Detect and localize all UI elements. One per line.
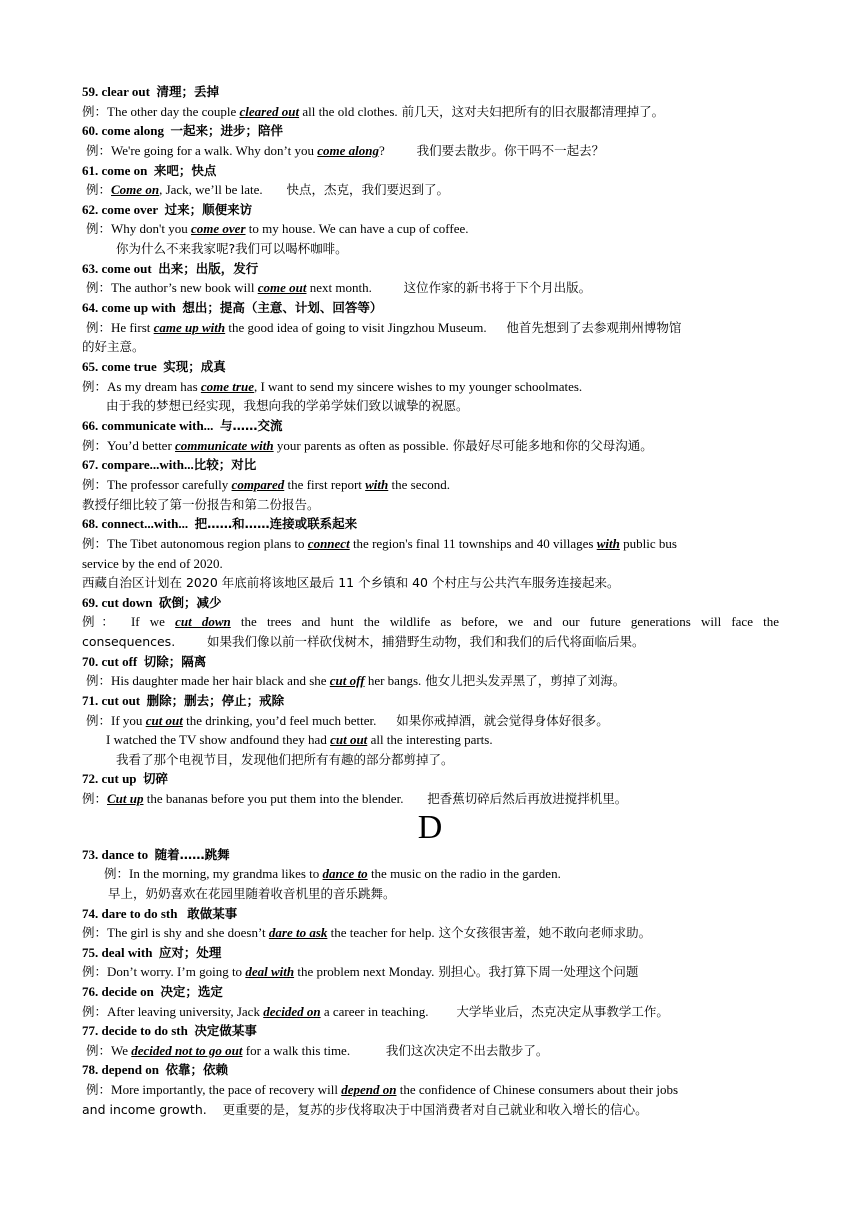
entry-heading: 67. compare...with...比较；对比 [82, 457, 257, 472]
entry-example: 例：Come on, Jack, we’ll be late. 快点，杰克，我们要迟到了。 [86, 182, 449, 197]
section-letter: D [417, 809, 443, 846]
entry-heading: 72. cut up 切碎 [82, 771, 169, 786]
entry-heading: 59. clear out 清理；丢掉 [82, 84, 220, 99]
entry-translation: and income growth. 更重要的是，复苏的步伐将取决于中国消费者对自己就业和收入增长的信心。 [82, 1102, 648, 1117]
entry-heading: 65. come true 实现；成真 [82, 359, 226, 374]
entry-example: 例：His daughter made her hair black and she cut off her bangs. 他女儿把头发弄黑了，剪掉了刘海。 [86, 673, 626, 688]
entry-translation: 的好主意。 [82, 339, 145, 354]
entry-translation: 你为什么不来我家呢?我们可以喝杯咖啡。 [116, 241, 348, 256]
entry-translation: 由于我的梦想已经实现，我想向我的学弟学妹们致以诚挚的祝愿。 [106, 398, 469, 413]
entry-heading: 74. dare to do sth 敢做某事 [82, 906, 238, 921]
entry-translation: consequences. 如果我们像以前一样砍伐树木，捕猎野生动物，我们和我们的后代将面临后果。 [82, 634, 645, 649]
entry-heading: 75. deal with 应对；处理 [82, 945, 222, 960]
entry-translation: 西藏自治区计划在 2020 年底前将该地区最后 11 个乡镇和 40 个村庄与公共汽车服务连接起来。 [82, 575, 620, 590]
entry-heading: 69. cut down 砍倒；减少 [82, 595, 222, 610]
entry-example: 例：In the morning, my grandma likes to dance to the music on the radio in the garden. [104, 866, 561, 881]
entry-example: 例：After leaving university, Jack decided on a career in teaching. 大学毕业后，杰克决定从事教学工作。 [82, 1004, 669, 1019]
entry-example: 例：The professor carefully compared the first report with the second. [82, 477, 450, 492]
entry-translation: 我看了那个电视节目，发现他们把所有有趣的部分都剪掉了。 [116, 752, 454, 767]
entry-heading: 66. communicate with... 与……交流 [82, 418, 283, 433]
entry-heading: 73. dance to 随着……跳舞 [82, 847, 230, 862]
entry-example: 例：If you cut out the drinking, you’d feel much better. 如果你戒掉酒，就会觉得身体好很多。 [86, 713, 609, 728]
entry-translation: 教授仔细比较了第一份报告和第二份报告。 [82, 497, 320, 512]
entry-example: 例：He first came up with the good idea of going to visit Jingzhou Museum. 他首先想到了去参观荆州博物馆 [86, 320, 682, 335]
entry-example: 例：More importantly, the pace of recovery will depend on the confidence of Chinese consumers about their jobs [86, 1082, 679, 1097]
entry-heading: 63. come out 出来；出版，发行 [82, 261, 259, 276]
entry-example: 例： If we cut down the trees and hunt the wildlife as before, we and our future generations will face the [82, 614, 780, 629]
entry-example: 例：Cut up the bananas before you put them into the blender. 把香蕉切碎后然后再放进搅拌机里。 [82, 791, 628, 806]
entry-example: 例：Don’t worry. I’m going to deal with the problem next Monday. 别担心。我打算下周一处理这个问题 [82, 964, 639, 979]
entry-example: 例：The other day the couple cleared out all the old clothes. 前几天，这对夫妇把所有的旧衣服都清理掉了。 [82, 104, 665, 119]
entry-heading: 64. come up with 想出；提高（主意、计划、回答等） [82, 300, 383, 315]
entry-heading: 61. come on 来吧；快点 [82, 163, 217, 178]
entry-example: 例：The girl is shy and she doesn’t dare to ask the teacher for help. 这个女孩很害羞，她不敢向老师求助。 [82, 925, 652, 940]
entry-translation: 早上，奶奶喜欢在花园里随着收音机里的音乐跳舞。 [108, 886, 396, 901]
entry-heading: 77. decide to do sth 决定做某事 [82, 1023, 257, 1038]
entry-example: 例：You’d better communicate with your parents as often as possible. 你最好尽可能多地和你的父母沟通。 [82, 438, 653, 453]
entry-example: 例：The author’s new book will come out next month. 这位作家的新书将于下个月出版。 [86, 280, 592, 295]
entry-heading: 76. decide on 决定；选定 [82, 984, 223, 999]
entry-example: 例：We're going for a walk. Why don’t you come along? 我们要去散步。你干吗不一起去？ [86, 143, 605, 158]
entry-example: 例：The Tibet autonomous region plans to connect the region's final 11 townships and 40 villages with public bus [82, 536, 677, 551]
entry-example: 例：As my dream has come true, I want to send my sincere wishes to my younger schoolmates. [82, 379, 583, 394]
entry-heading: 78. depend on 依靠；依赖 [82, 1062, 228, 1077]
entry-heading: 71. cut out 删除；删去；停止；戒除 [82, 693, 285, 708]
entry-example: 例：Why don't you come over to my house. We can have a cup of coffee. [86, 221, 469, 236]
entry-heading: 62. come over 过来；顺便来访 [82, 202, 253, 217]
entry-example-2: I watched the TV show andfound they had cut out all the interesting parts. [106, 732, 493, 747]
entry-heading: 68. connect...with... 把……和……连接或联系起来 [82, 516, 358, 531]
entry-heading: 70. cut off 切除；隔离 [82, 654, 207, 669]
entry-example: 例：We decided not to go out for a walk this time. 我们这次决定不出去散步了。 [86, 1043, 549, 1058]
entry-heading: 60. come along 一起来；进步；陪伴 [82, 123, 283, 138]
entry-example-continued: service by the end of 2020. [82, 556, 223, 571]
